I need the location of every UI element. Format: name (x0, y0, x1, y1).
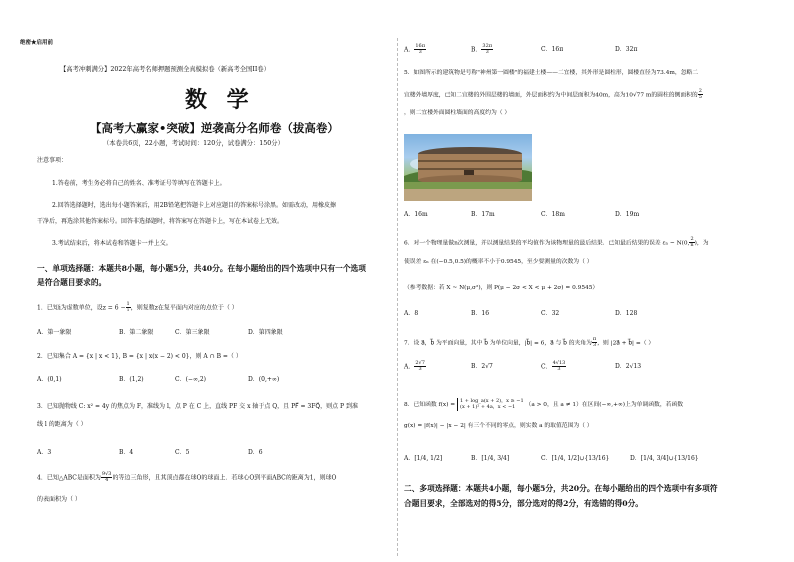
q8-option-d[interactable]: D．[1/4, 3/4]∪{13/16} (630, 455, 699, 462)
column-divider (397, 38, 398, 556)
note-1: 1.答卷前，考生务必将自己的姓名、准考证号等填写在答题卡上。 (52, 180, 226, 187)
paper-subtitle: 【高考大赢家•突破】逆袭高分名师卷（拔高卷） (90, 121, 339, 135)
q7-option-c-fraction: $\frac{4√13}{3}$ (552, 360, 566, 373)
q6-option-c[interactable]: C．32 (541, 310, 560, 317)
q5-fraction: $\frac{2}{5}$ (698, 88, 702, 101)
q8-option-b[interactable]: B．[1/4, 3/4] (471, 455, 510, 462)
question-3: 3．已知抛物线 C: x² = 4y 的焦点为 F，准线为 l，点 P 在 C 上，直线 PF 交 x 轴于点 Q，且 PF⃗ = 3FQ⃗，则点 P 到准 (37, 403, 358, 410)
notes-title: 注意事项： (37, 157, 68, 164)
q5-option-d[interactable]: D．19m (615, 211, 640, 218)
question-6-cont: 使误差 εₙ 在(−0.5,0.5)的概率不小于0.9545，至少要测量的次数为（ ） (404, 259, 593, 265)
q6-option-a[interactable]: A．8 (404, 310, 419, 317)
question-5: 5．如图所示的建筑物是号称"神州第一圆楼"的福建土楼——二宜楼，其外形是圆柱形，圆楼直径为73.4m，忽略二 (404, 70, 699, 76)
q6-option-b[interactable]: B．16 (471, 310, 490, 317)
note-2: 2.回答选择题时，选出每小题答案后，用2B铅笔把答题卡上对应题目的答案标号涂黑。如需改动，用橡皮擦 (52, 202, 336, 209)
note-2-cont: 干净后，再选涂其他答案标号。回答非选择题时，将答案写在答题卡上，写在本试卷上无效。 (37, 218, 284, 225)
subject-title: 数 学 (185, 87, 255, 113)
q1-option-b[interactable]: B．第二象限 (119, 329, 154, 336)
q5-option-c[interactable]: C．18m (541, 211, 565, 218)
q5-option-b[interactable]: B．17m (471, 211, 495, 218)
q8-piecewise: 1 + log_a(x + 2)，x ≥ −1 (x + 1)² + 4a，x < −1 (457, 398, 524, 411)
q2-option-c[interactable]: C．(−∞,2) (175, 376, 207, 383)
q7-fraction: $\frac{\pi}{3}$ (592, 336, 597, 349)
q4-option-b-fraction: $\frac{32\pi}{3}$ (482, 43, 493, 56)
q7-option-c[interactable]: C． $\frac{4√13}{3}$ (541, 360, 566, 373)
q2-option-b[interactable]: B．(1,2) (119, 376, 144, 383)
question-4: 4．已知△ABC是面积为 $\frac{9√3}{4}$ 的等边三角形，且其顶点都在球O的球面上．若球心O到平面ABC的距离为1，则球O (37, 471, 337, 484)
note-3: 3.考试结束后，将本试卷和答题卡一并上交。 (52, 240, 172, 247)
series-title: 【高考冲刺满分】2022年高考名师押题预测全真模拟卷（新高考全国II卷） (60, 66, 270, 73)
section-2-heading: 二、多项选择题：本题共4小题，每小题5分，共20分。在每小题给出的四个选项中有多项符 (404, 484, 718, 493)
q6-fraction: $\frac{2}{n}$ (690, 236, 694, 249)
q8-option-c[interactable]: C．[1/4, 1/2]∪{13/16} (541, 455, 610, 462)
q7-option-a-fraction: $\frac{2√7}{3}$ (415, 360, 425, 373)
q5-option-a[interactable]: A．16m (404, 211, 428, 218)
q7-option-a[interactable]: A． $\frac{2√7}{3}$ (404, 360, 425, 373)
q8-option-a[interactable]: A．[1/4, 1/2] (404, 455, 443, 462)
section-1-heading-cont: 是符合题目要求的。 (37, 278, 107, 287)
secret-label: 绝密★启用前 (20, 40, 54, 46)
question-5-cont-2: ，则二宜楼外面圆柱墙面的高度约为（ ） (404, 110, 511, 116)
question-2: 2．已知集合 A = {x | x < 1}, B = {x | x(x − 2) < 0}，则 A ∩ B =（ ） (37, 353, 242, 360)
q3-option-b[interactable]: B．4 (119, 449, 134, 456)
q6-reference: （参考数据：若 X ~ N(μ,σ²)，则 P(μ − 2σ < X < μ + 2σ) = 0.9545） (404, 285, 599, 291)
q1-option-c[interactable]: C．第三象限 (175, 329, 210, 336)
question-3-cont: 线 l 的距离为（ ） (37, 421, 87, 428)
question-1: 1．已知i为虚数单位，设z = 6 − $\frac{1}{i}$ ，则复数z在复平面内对应的点位于（ ） (37, 301, 238, 314)
q2-option-d[interactable]: D．(0,+∞) (248, 376, 280, 383)
q4-option-a[interactable]: A． $\frac{16\pi}{3}$ (404, 43, 425, 56)
section-2-heading-cont: 合题目要求，全部选对的得5分，部分选对的得2分，有选错的得0分。 (404, 499, 643, 508)
tulou-illustration (404, 134, 532, 201)
question-8-cont: g(x) = |f(x)| − |x − 2| 有三个不同的零点，则实数 a 的取值范围为（ ） (404, 423, 593, 429)
section-1-heading: 一、单项选择题：本题共8小题，每小题5分，共40分。在每小题给出的四个选项中只有一个选项 (37, 264, 366, 273)
q7-option-b[interactable]: B．2√7 (471, 363, 493, 370)
q1-fraction: $\frac{1}{i}$ (126, 301, 130, 314)
q3-option-c[interactable]: C．5 (175, 449, 190, 456)
q3-option-d[interactable]: D．6 (248, 449, 263, 456)
q1-option-d[interactable]: D．第四象限 (248, 329, 283, 336)
q7-option-d[interactable]: D．2√13 (615, 363, 642, 370)
question-8: 8．已知函数 f(x) = 1 + log_a(x + 2)，x ≥ −1 (x + 1)² + 4a，x < −1 （a > 0，且 a ≠ 1）在区间(−∞,+∞)上为单调函数，若函数 (404, 398, 684, 411)
question-4-cont: 的表面积为（ ） (37, 496, 81, 503)
q1-option-a[interactable]: A．第一象限 (37, 329, 72, 336)
tulou-photo (404, 134, 532, 201)
q6-option-d[interactable]: D．128 (615, 310, 638, 317)
question-7: 7．设 a⃗，b⃗ 为平面向量，其中 b⃗ 为单位向量，|b⃗| = 6，a⃗ 与 b⃗ 的夹角为 $\frac{\pi}{3}$ ，则 |2a⃗ + b⃗| =（ ） (404, 336, 655, 349)
q2-option-a[interactable]: A．(0,1) (37, 376, 62, 383)
q3-option-a[interactable]: A．3 (37, 449, 52, 456)
q4-option-c[interactable]: C．16π (541, 46, 564, 53)
question-5-cont: 宜楼外墙厚度，已知二宜楼的外围层楼的墙面，外层面积约为中间层面积为40m，高为10√77 m的圆柱的侧面积的 $\frac{2}{5}$ (404, 88, 702, 101)
question-6: 6．对一个物理量做n次测量，并以测量结果的平均值作为该物理量的最后结果．已知最后结果的误差 εₙ ~ N(0, $\frac{2}{n}$ )，为 (404, 236, 709, 249)
q4-option-a-fraction: $\frac{16\pi}{3}$ (415, 43, 425, 56)
q4-option-d[interactable]: D．32π (615, 46, 638, 53)
q4-fraction: $\frac{9√3}{4}$ (101, 471, 112, 484)
paper-info: （本卷共6页，22小题，考试时间：120分，试卷满分：150分） (103, 140, 284, 147)
q4-option-b[interactable]: B． $\frac{32\pi}{3}$ (471, 43, 493, 56)
